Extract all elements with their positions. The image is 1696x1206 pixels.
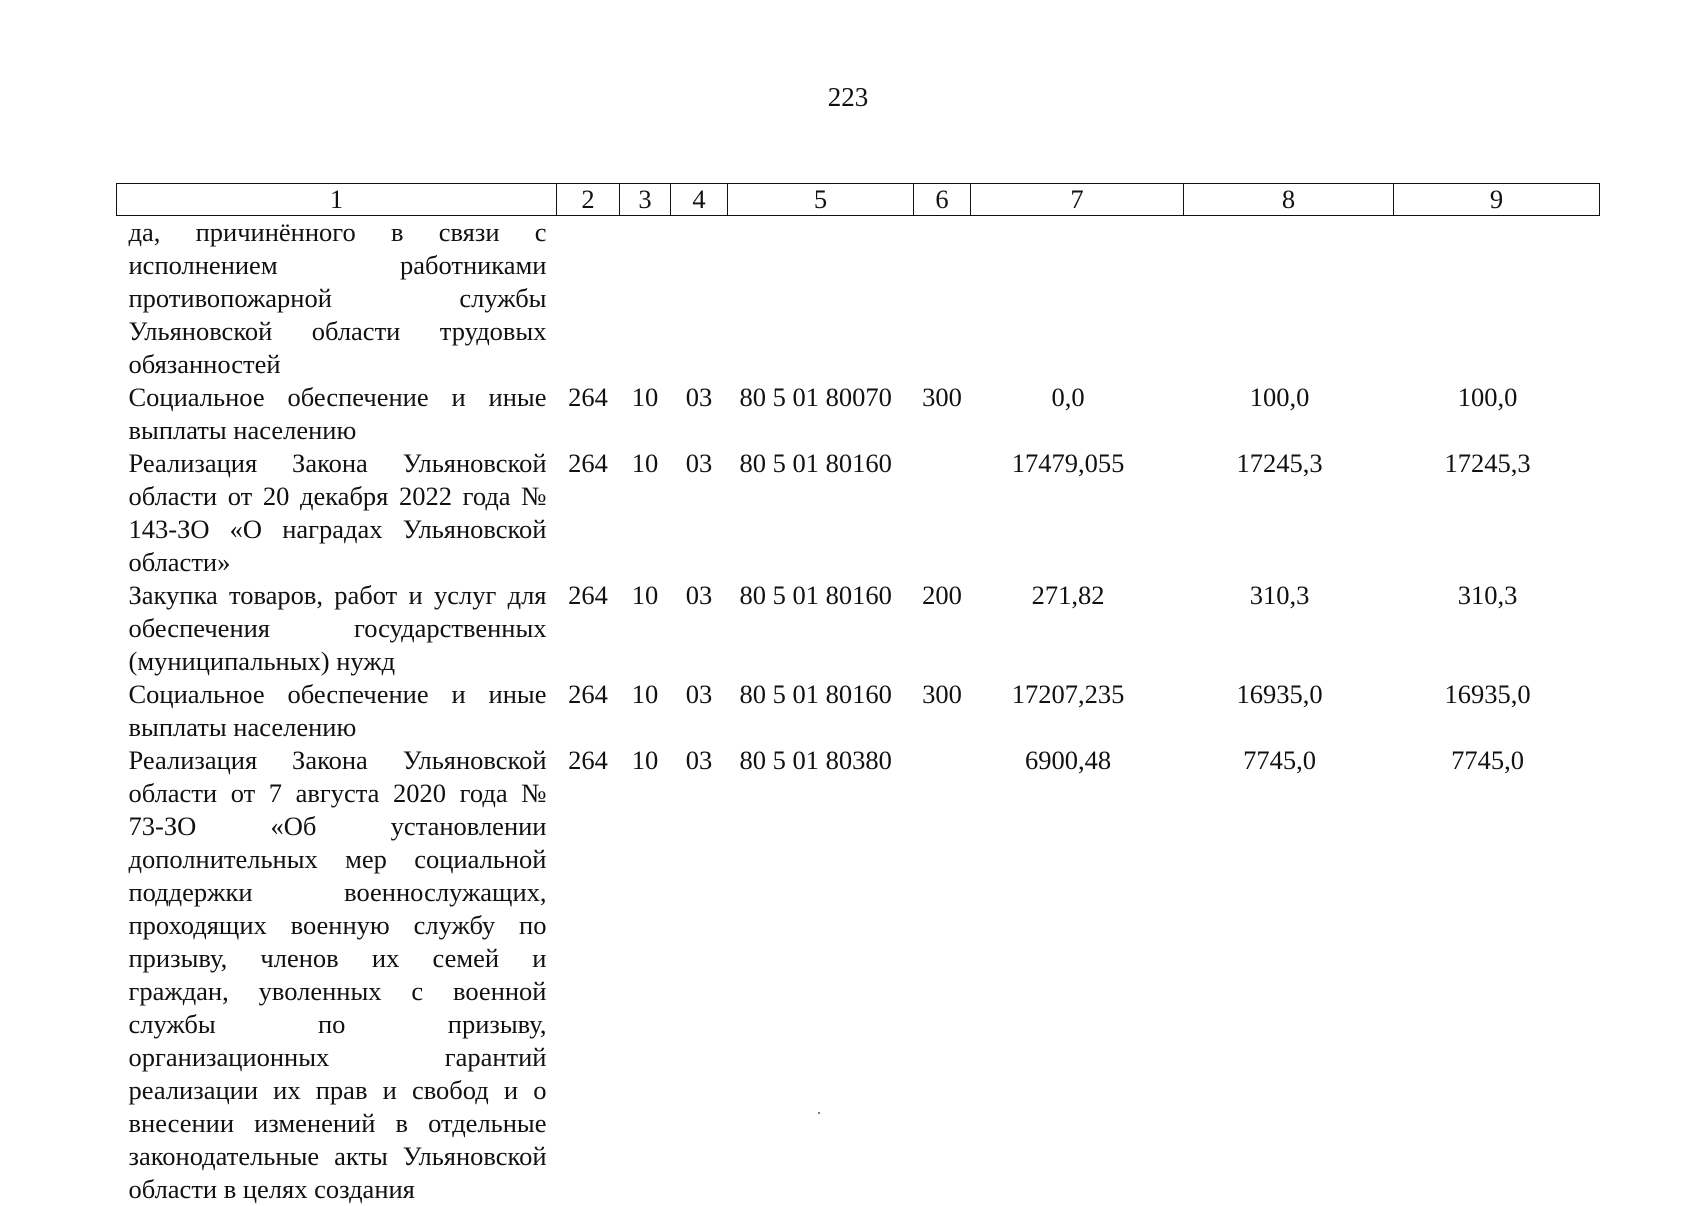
row-section: 10 bbox=[620, 678, 671, 744]
row-amount-col7 bbox=[971, 216, 1184, 382]
row-description: Реализация Закона Ульяновской области от 20 декабря 2022 года № 143-ЗО «О наградах Ульяновской области» bbox=[117, 447, 557, 579]
row-description: да, причинённого в связи с исполнением работниками противопожарной службы Ульяновской области трудовых обязанностей bbox=[117, 216, 557, 382]
header-row bbox=[117, 184, 1600, 216]
row-section: 10 bbox=[620, 579, 671, 678]
row-expense-type bbox=[914, 447, 971, 579]
header-col-9: 9 bbox=[1394, 184, 1600, 216]
row-amount-col7: 6900,48 bbox=[971, 744, 1184, 1206]
row-ministry-code: 264 bbox=[557, 744, 620, 1206]
row-subsection: 03 bbox=[671, 744, 728, 1206]
row-target-code: 80 5 01 80070 bbox=[728, 381, 914, 447]
header-col-8: 8 bbox=[1184, 184, 1394, 216]
row-amount-col8: 17245,3 bbox=[1184, 447, 1394, 579]
row-ministry-code: 264 bbox=[557, 381, 620, 447]
row-expense-type: 200 bbox=[914, 579, 971, 678]
row-ministry-code: 264 bbox=[557, 579, 620, 678]
row-amount-col8: 16935,0 bbox=[1184, 678, 1394, 744]
row-ministry-code bbox=[557, 216, 620, 382]
row-amount-col9 bbox=[1394, 216, 1600, 382]
row-description: Социальное обеспечение и иные выплаты населению bbox=[117, 381, 557, 447]
row-amount-col7: 17207,235 bbox=[971, 678, 1184, 744]
row-target-code: 80 5 01 80160 bbox=[728, 678, 914, 744]
row-ministry-code: 264 bbox=[557, 447, 620, 579]
page-number: 223 bbox=[0, 80, 1696, 114]
row-amount-col8: 310,3 bbox=[1184, 579, 1394, 678]
row-expense-type: 300 bbox=[914, 678, 971, 744]
row-target-code: 80 5 01 80160 bbox=[728, 579, 914, 678]
row-expense-type: 300 bbox=[914, 381, 971, 447]
row-description: Реализация Закона Ульяновской области от 7 августа 2020 года № 73-ЗО «Об установлении дополнительных мер социальной поддержки военнослужащих, проходящих военную службу по призыву, членов их семей и граждан, уволенных с военной службы по призыву, организационных гарантий реализации их прав и свобод и о внесении изменений в отдельные законодательные акты Ульяновской области в целях создания bbox=[117, 744, 557, 1206]
header-col-7: 7 bbox=[971, 184, 1184, 216]
row-section: 10 bbox=[620, 744, 671, 1206]
row-expense-type bbox=[914, 216, 971, 382]
table-row bbox=[117, 678, 1600, 744]
row-target-code: 80 5 01 80160 bbox=[728, 447, 914, 579]
row-amount-col7: 271,82 bbox=[971, 579, 1184, 678]
header-col-4: 4 bbox=[671, 184, 728, 216]
row-section: 10 bbox=[620, 381, 671, 447]
row-amount-col9: 7745,0 bbox=[1394, 744, 1600, 1206]
row-amount-col8: 7745,0 bbox=[1184, 744, 1394, 1206]
header-col-2: 2 bbox=[557, 184, 620, 216]
table-row bbox=[117, 579, 1600, 678]
row-subsection: 03 bbox=[671, 579, 728, 678]
row-section bbox=[620, 216, 671, 382]
row-subsection: 03 bbox=[671, 678, 728, 744]
header-col-1: 1 bbox=[117, 184, 557, 216]
header-col-5: 5 bbox=[728, 184, 914, 216]
table-row bbox=[117, 447, 1600, 579]
row-amount-col9: 310,3 bbox=[1394, 579, 1600, 678]
row-expense-type bbox=[914, 744, 971, 1206]
row-amount-col7: 0,0 bbox=[971, 381, 1184, 447]
row-subsection bbox=[671, 216, 728, 382]
row-description: Закупка товаров, работ и услуг для обеспечения государственных (муниципальных) нужд bbox=[117, 579, 557, 678]
header-col-6: 6 bbox=[914, 184, 971, 216]
scan-artifact-dot bbox=[818, 1112, 820, 1114]
row-subsection: 03 bbox=[671, 381, 728, 447]
row-amount-col8: 100,0 bbox=[1184, 381, 1394, 447]
table-row bbox=[117, 381, 1600, 447]
row-subsection: 03 bbox=[671, 447, 728, 579]
row-ministry-code: 264 bbox=[557, 678, 620, 744]
table-body bbox=[117, 216, 1600, 1206]
table-row bbox=[117, 744, 1600, 1206]
row-amount-col9: 17245,3 bbox=[1394, 447, 1600, 579]
table-row bbox=[117, 216, 1600, 382]
table-header bbox=[117, 184, 1600, 216]
header-col-3: 3 bbox=[620, 184, 671, 216]
row-amount-col8 bbox=[1184, 216, 1394, 382]
row-amount-col7: 17479,055 bbox=[971, 447, 1184, 579]
row-target-code bbox=[728, 216, 914, 382]
budget-table bbox=[116, 183, 1600, 1206]
row-amount-col9: 16935,0 bbox=[1394, 678, 1600, 744]
budget-table-wrapper bbox=[116, 183, 1599, 1206]
row-description: Социальное обеспечение и иные выплаты населению bbox=[117, 678, 557, 744]
row-section: 10 bbox=[620, 447, 671, 579]
row-amount-col9: 100,0 bbox=[1394, 381, 1600, 447]
row-target-code: 80 5 01 80380 bbox=[728, 744, 914, 1206]
